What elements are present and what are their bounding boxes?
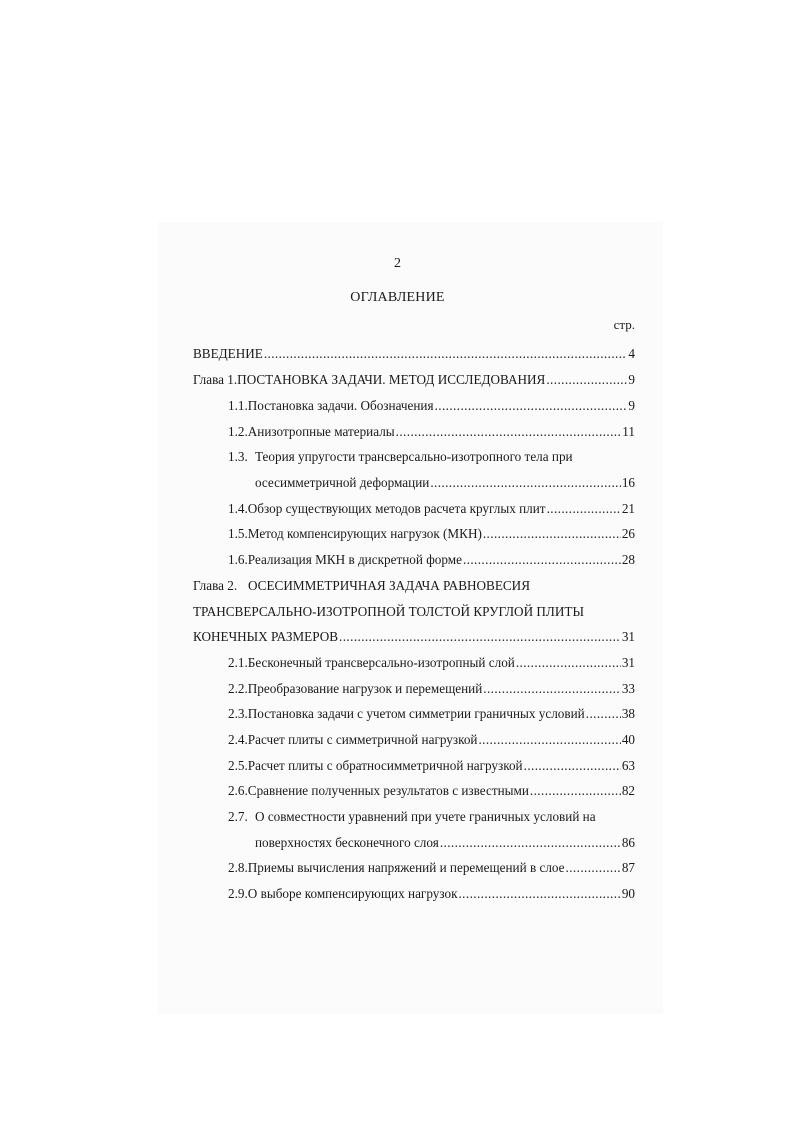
toc-entry-number: 1.6. <box>228 552 248 567</box>
toc-entry-number: 1.4. <box>228 501 248 516</box>
toc-entry-page: 40 <box>621 732 635 747</box>
toc-entry-text: Метод компенсирующих нагрузок (МКН) <box>247 526 482 541</box>
toc-entry-text: Расчет плиты с симметричной нагрузкой <box>247 732 478 747</box>
toc-entry-text: О совместности уравнений при учете граничных условий на <box>255 809 596 824</box>
dot-leader <box>547 501 621 517</box>
toc-entry-number: 2.3. <box>228 706 248 721</box>
toc-entry-chapter-2-end[interactable] <box>193 629 635 649</box>
toc-entry-text: О выборе компенсирующих нагрузок <box>247 886 458 901</box>
dot-leader <box>483 681 621 697</box>
toc-entry-section-1-5[interactable] <box>228 526 635 546</box>
toc-entry-text: ТРАНСВЕРСАЛЬНО-ИЗОТРОПНОЙ ТОЛСТОЙ КРУГЛОЙ ПЛИТЫ <box>193 604 584 619</box>
toc-entry-number: Глава 1. <box>193 372 238 387</box>
toc-entry-section-2-8[interactable] <box>228 860 635 880</box>
dot-leader <box>478 732 620 748</box>
toc-entry-section-1-3[interactable] <box>228 449 635 469</box>
toc-entry-text: Теория упругости трансверсально-изотропного тела при <box>255 449 573 464</box>
toc-entry-text: Расчет плиты с обратносимметричной нагрузкой <box>247 758 523 773</box>
dot-leader <box>463 552 621 568</box>
toc-entry-section-1-1[interactable] <box>228 398 635 418</box>
toc-entry-section-2-7-continued[interactable] <box>255 835 635 855</box>
page-column-label: стр. <box>613 317 635 332</box>
toc-entry-text: Постановка задачи. Обозначения <box>247 398 434 413</box>
toc-entry-page: 86 <box>621 835 635 850</box>
toc-entry-number: 2.5. <box>228 758 248 773</box>
toc-entry-page: 90 <box>621 886 635 901</box>
toc-entry-text: Сравнение полученных результатов с известными <box>247 783 529 798</box>
toc-entry-page: 11 <box>622 424 635 439</box>
toc-entry-number: 2.9. <box>228 886 248 901</box>
toc-entry-page: 63 <box>621 758 635 773</box>
dot-leader <box>566 860 621 876</box>
toc-entry-text: осесимметричной деформации <box>255 475 430 490</box>
toc-entry-section-2-1[interactable] <box>228 655 635 675</box>
toc-entry-number: 2.8. <box>228 860 248 875</box>
toc-entry-page: 21 <box>621 501 635 516</box>
toc-entry-section-2-5[interactable] <box>228 758 635 778</box>
toc-entry-number: 2.1. <box>228 655 248 670</box>
dot-leader <box>396 424 622 440</box>
dot-leader <box>524 758 621 774</box>
dot-leader <box>458 886 620 902</box>
toc-entry-section-2-3[interactable] <box>228 706 635 726</box>
dot-leader <box>483 526 621 542</box>
toc-entry-number: 2.2. <box>228 681 248 696</box>
toc-entry-chapter-1[interactable] <box>193 372 635 392</box>
toc-entry-section-1-3-continued[interactable] <box>255 475 635 495</box>
dot-leader <box>430 475 620 491</box>
toc-entry-text: Постановка задачи с учетом симметрии граничных условий <box>247 706 585 721</box>
toc-entry-page: 38 <box>621 706 635 721</box>
dot-leader <box>546 372 627 388</box>
toc-entry-page: 9 <box>628 398 635 413</box>
toc-entry-section-2-2[interactable] <box>228 681 635 701</box>
toc-entry-text: поверхностях бесконечного слоя <box>255 835 439 850</box>
toc-entry-number: 1.2. <box>228 424 248 439</box>
toc-entry-section-2-6[interactable] <box>228 783 635 803</box>
dot-leader <box>530 783 621 799</box>
dot-leader <box>586 706 621 722</box>
toc-entry-number: 2.4. <box>228 732 248 747</box>
toc-entry-page: 16 <box>621 475 635 490</box>
page-number: 2 <box>394 256 401 271</box>
toc-entry-text: Преобразование нагрузок и перемещений <box>247 681 483 696</box>
dot-leader <box>339 629 621 645</box>
toc-entry-text: Анизотропные материалы <box>247 424 395 439</box>
toc-entry-number: 1.1. <box>228 398 248 413</box>
toc-entry-number: 2.7. <box>228 809 248 824</box>
toc-entry-text: ПОСТАНОВКА ЗАДАЧИ. МЕТОД ИССЛЕДОВАНИЯ <box>237 372 546 387</box>
toc-entry-text: КОНЕЧНЫХ РАЗМЕРОВ <box>193 629 339 644</box>
toc-entry-page: 33 <box>621 681 635 696</box>
toc-entry-text: ВВЕДЕНИЕ <box>193 346 263 361</box>
toc-entry-page: 26 <box>621 526 635 541</box>
dot-leader <box>516 655 621 671</box>
toc-entry-text: Приемы вычисления напряжений и перемещений в слое <box>247 860 565 875</box>
toc-entry-section-1-2[interactable] <box>228 424 635 444</box>
toc-entry-chapter-2[interactable] <box>193 578 635 598</box>
toc-entry-number: 1.3. <box>228 449 248 464</box>
toc-entry-page: 9 <box>628 372 635 387</box>
toc-entry-page: 31 <box>621 629 635 644</box>
toc-entry-text: Обзор существующих методов расчета круглых плит <box>247 501 546 516</box>
toc-entry-text: Бесконечный трансверсально-изотропный слой <box>247 655 515 670</box>
dot-leader <box>440 835 621 851</box>
toc-entry-text: ОСЕСИММЕТРИЧНАЯ ЗАДАЧА РАВНОВЕСИЯ <box>248 578 531 593</box>
toc-entry-section-1-6[interactable] <box>228 552 635 572</box>
toc-entry-number: 2.6. <box>228 783 248 798</box>
toc-entry-number: Глава 2. <box>193 578 238 593</box>
toc-entry-page: 31 <box>621 655 635 670</box>
toc-entry-chapter-2-continued[interactable] <box>193 604 635 624</box>
toc-entry-page: 4 <box>628 346 635 361</box>
toc-entry-page: 82 <box>621 783 635 798</box>
dot-leader <box>435 398 628 414</box>
page-title: ОГЛАВЛЕНИЕ <box>350 290 445 305</box>
toc-entry-page: 28 <box>621 552 635 567</box>
toc-entry-introduction[interactable] <box>193 346 635 366</box>
toc-entry-section-2-9[interactable] <box>228 886 635 906</box>
dot-leader <box>264 346 628 362</box>
toc-entry-section-1-4[interactable] <box>228 501 635 521</box>
toc-entry-number: 1.5. <box>228 526 248 541</box>
toc-entry-page: 87 <box>621 860 635 875</box>
toc-entry-text: Реализация МКН в дискретной форме <box>247 552 462 567</box>
toc-entry-section-2-4[interactable] <box>228 732 635 752</box>
toc-entry-section-2-7[interactable] <box>228 809 635 829</box>
